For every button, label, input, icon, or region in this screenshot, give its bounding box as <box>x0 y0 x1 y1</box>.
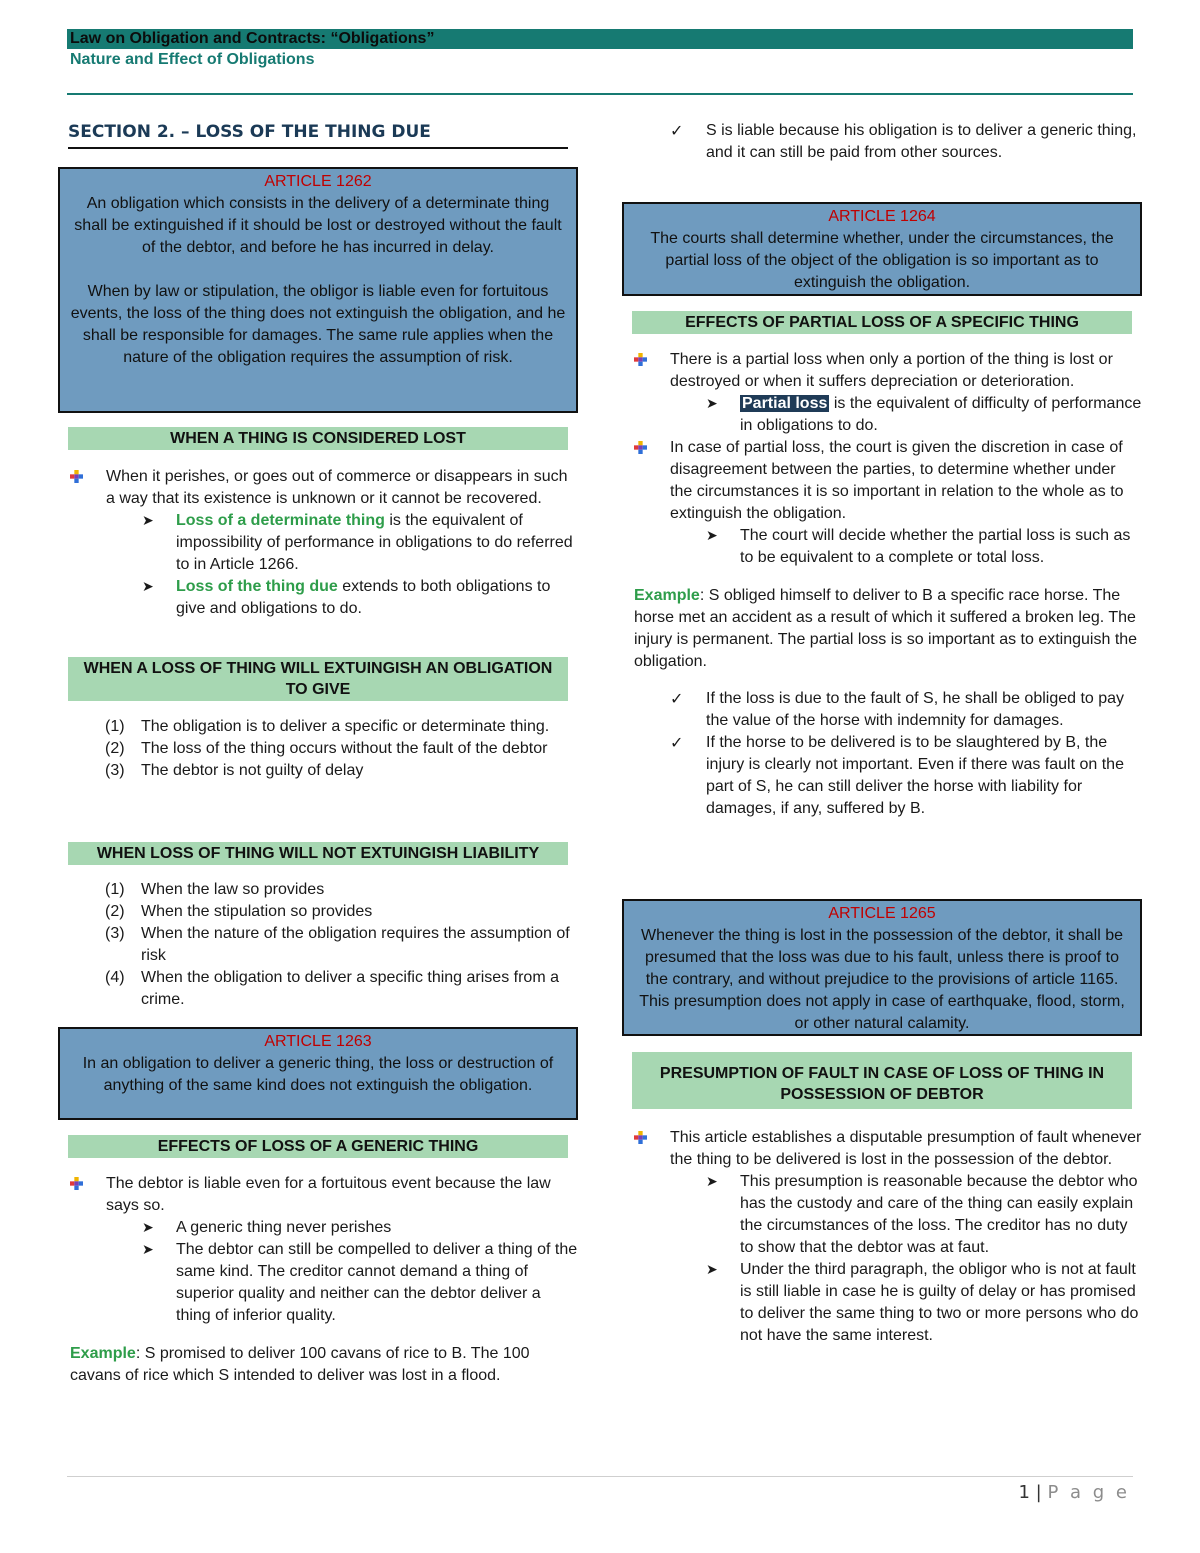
arrow-icon: ➤ <box>706 528 718 544</box>
list-item <box>58 466 578 510</box>
list-number: (1) <box>105 718 125 735</box>
check-item <box>622 732 1142 820</box>
article-title: ARTICLE 1264 <box>828 208 936 225</box>
extinguish-list <box>58 716 578 782</box>
page-word: P a g e <box>1047 1482 1130 1503</box>
bullet-icon <box>634 441 647 454</box>
heading-not-extinguish-liability: WHEN LOSS OF THING WILL NOT EXTUINGISH LIABILITY <box>68 842 568 865</box>
sub-item <box>58 576 578 620</box>
sub-item-text: extends to both obligations to give and obligations to do. <box>176 578 551 617</box>
list-item-text: When the law so provides <box>141 881 325 898</box>
document-subtitle: Nature and Effect of Obligations <box>70 51 315 68</box>
heading-partial-loss: EFFECTS OF PARTIAL LOSS OF A SPECIFIC THING <box>632 311 1132 334</box>
list-item-text: The debtor is not guilty of delay <box>141 762 364 779</box>
arrow-icon: ➤ <box>142 1242 154 1258</box>
sub-item-text: This presumption is reasonable because the debtor who has the custody and care of the thing can easily explain the circumstances of the loss. The creditor has no duty to show that the debtor was at faut. <box>740 1173 1138 1256</box>
page-number: 1 <box>1018 1482 1030 1503</box>
article-1263-box <box>58 1027 578 1120</box>
example-paragraph <box>58 1343 578 1387</box>
sub-item-text: A generic thing never perishes <box>176 1219 392 1236</box>
example-text: : S promised to deliver 100 cavans of rice to B. The 100 cavans of rice which S intended to deliver was lost in a flood. <box>70 1345 530 1384</box>
heading-extinguish-obligation: WHEN A LOSS OF THING WILL EXTUINGISH AN OBLIGATION TO GIVE <box>68 657 568 701</box>
sub-item <box>58 1239 578 1327</box>
header-divider <box>67 93 1133 95</box>
list-item <box>58 967 578 1011</box>
list-item-text: The loss of the thing occurs without the fault of the debtor <box>141 740 548 757</box>
partial-block <box>622 349 1142 820</box>
heading-effects-generic-thing: EFFECTS OF LOSS OF A GENERIC THING <box>68 1135 568 1158</box>
checkmark-icon: ✓ <box>670 733 684 752</box>
check-item-text: If the loss is due to the fault of S, he shall be obliged to pay the value of the horse with indemnity for damages. <box>706 690 1125 729</box>
example-paragraph <box>622 585 1142 673</box>
sub-item-text: The court will decide whether the partial loss is such as to be equivalent to a complete or total loss. <box>740 527 1131 566</box>
sub-item <box>622 525 1142 569</box>
article-1265-box <box>622 899 1142 1036</box>
list-number: (4) <box>105 969 125 986</box>
bullet-icon <box>70 1177 83 1190</box>
list-item <box>622 437 1142 525</box>
list-item-text: When it perishes, or goes out of commerce or disappears in such a way that its existence is unknown or it cannot be recovered. <box>106 468 568 507</box>
term: Loss of a determinate thing <box>176 512 385 529</box>
example-text: : S obliged himself to deliver to B a specific race horse. The horse met an accident as a result of which it suffered a broken leg. The injury is permanent. The partial loss is so important as to extinguish the obligation. <box>634 587 1138 670</box>
list-item-text: There is a partial loss when only a portion of the thing is lost or destroyed or when it suffers depreciation or deterioration. <box>670 351 1113 390</box>
list-item <box>58 1173 578 1217</box>
footer-separator: | <box>1029 1482 1048 1503</box>
arrow-icon: ➤ <box>706 1174 718 1190</box>
list-item <box>58 923 578 967</box>
list-item <box>622 1127 1142 1171</box>
example-label: Example <box>634 587 700 604</box>
list-item-text: When the nature of the obligation requires the assumption of risk <box>141 925 570 964</box>
list-item-text: The debtor is liable even for a fortuitous event because the law says so. <box>106 1175 551 1214</box>
list-number: (1) <box>105 881 125 898</box>
article-title: ARTICLE 1262 <box>264 173 372 190</box>
list-number: (2) <box>105 740 125 757</box>
article-1264-box <box>622 202 1142 296</box>
article-1262-box <box>58 167 578 413</box>
article-text: Whenever the thing is lost in the possession of the debtor, it shall be presumed that the loss was due to his fault, unless there is proof to the contrary, and without prejudice to the provisions of article 1165. This presumption does not apply in case of earthquake, flood, storm, or other natural calamity. <box>639 927 1125 1032</box>
list-item-text: In case of partial loss, the court is given the discretion in case of disagreement between the parties, to determine whether under the circumstances it is so important in relation to the whole as to extinguish the obligation. <box>670 439 1124 522</box>
heading-presumption-of-fault: PRESUMPTION OF FAULT IN CASE OF LOSS OF THING IN POSSESSION OF DEBTOR <box>632 1052 1132 1109</box>
list-item-text: When the obligation to deliver a specific thing arises from a crime. <box>141 969 559 1008</box>
list-item <box>58 716 578 738</box>
bullet-icon <box>634 353 647 366</box>
footer-divider <box>67 1476 1133 1477</box>
arrow-icon: ➤ <box>142 513 154 529</box>
term: Loss of the thing due <box>176 578 338 595</box>
list-number: (3) <box>105 762 125 779</box>
document-title: Law on Obligation and Contracts: “Obligations” <box>70 30 435 47</box>
sub-item <box>622 393 1142 437</box>
article-text: When by law or stipulation, the obligor is liable even for fortuitous events, the loss of the thing does not extinguish the obligation, and he shall be responsible for damages. The same rule applies when the nature of the obligation requires the assumption of risk. <box>70 283 566 366</box>
article-text: An obligation which consists in the delivery of a determinate thing shall be extinguished if it should be lost or destroyed without the fault of the debtor, and before he has incurred in delay. <box>74 195 562 256</box>
arrow-icon: ➤ <box>142 1220 154 1236</box>
presumption-block <box>622 1127 1142 1347</box>
article-title: ARTICLE 1265 <box>828 905 936 922</box>
article-title: ARTICLE 1263 <box>264 1033 372 1050</box>
term-highlight: Partial loss <box>742 395 828 412</box>
bullet-icon <box>70 470 83 483</box>
list-item <box>58 738 578 760</box>
generic-block <box>58 1173 578 1387</box>
lost-block <box>58 466 578 620</box>
sub-item-text: is the equivalent of difficulty of performance in obligations to do. <box>740 395 1142 434</box>
list-item <box>58 879 578 901</box>
page-footer <box>1000 1481 1130 1505</box>
list-number: (3) <box>105 925 125 942</box>
heading-thing-considered-lost: WHEN A THING IS CONSIDERED LOST <box>68 427 568 450</box>
checkmark-icon: ✓ <box>670 121 684 140</box>
generic-check <box>622 120 1142 164</box>
sub-item-text: Under the third paragraph, the obligor who is not at fault is still liable in case he is guilty of delay or has promised to deliver the same thing to two or more persons who do not have the same interest. <box>740 1261 1139 1344</box>
not-extinguish-list <box>58 879 578 1011</box>
arrow-icon: ➤ <box>706 1262 718 1278</box>
section-title: SECTION 2. – LOSS OF THE THING DUE <box>68 121 568 149</box>
list-item-text: The obligation is to deliver a specific or determinate thing. <box>141 718 550 735</box>
check-item-text: If the horse to be delivered is to be slaughtered by B, the injury is clearly not important. Even if there was fault on the part of S, he can still deliver the horse with liability for damages, if any, suffered by B. <box>706 734 1124 817</box>
list-item <box>58 901 578 923</box>
bullet-icon <box>634 1131 647 1144</box>
list-item <box>58 760 578 782</box>
list-item-text: This article establishes a disputable presumption of fault whenever the thing to be delivered is lost in the possession of the debtor. <box>670 1129 1142 1168</box>
check-item <box>622 688 1142 732</box>
check-item-text: S is liable because his obligation is to deliver a generic thing, and it can still be paid from other sources. <box>706 122 1137 161</box>
arrow-icon: ➤ <box>142 579 154 595</box>
article-text: In an obligation to deliver a generic thing, the loss or destruction of anything of the same kind does not extinguish the obligation. <box>82 1055 554 1094</box>
sub-item <box>58 1217 578 1239</box>
article-text: The courts shall determine whether, under the circumstances, the partial loss of the object of the obligation is so important as to extinguish the obligation. <box>650 230 1114 291</box>
sub-item-text: is the equivalent of impossibility of performance in obligations to do referred to in Article 1266. <box>176 512 573 573</box>
sub-item <box>58 510 578 576</box>
list-item-text: When the stipulation so provides <box>141 903 373 920</box>
check-item <box>622 120 1142 164</box>
example-label: Example <box>70 1345 136 1362</box>
sub-item-text: The debtor can still be compelled to deliver a thing of the same kind. The creditor cannot demand a thing of superior quality and neither can the debtor deliver a thing of inferior quality. <box>176 1241 578 1324</box>
checkmark-icon: ✓ <box>670 689 684 708</box>
list-number: (2) <box>105 903 125 920</box>
list-item <box>622 349 1142 393</box>
sub-item <box>622 1259 1142 1347</box>
arrow-icon: ➤ <box>706 396 718 412</box>
sub-item <box>622 1171 1142 1259</box>
